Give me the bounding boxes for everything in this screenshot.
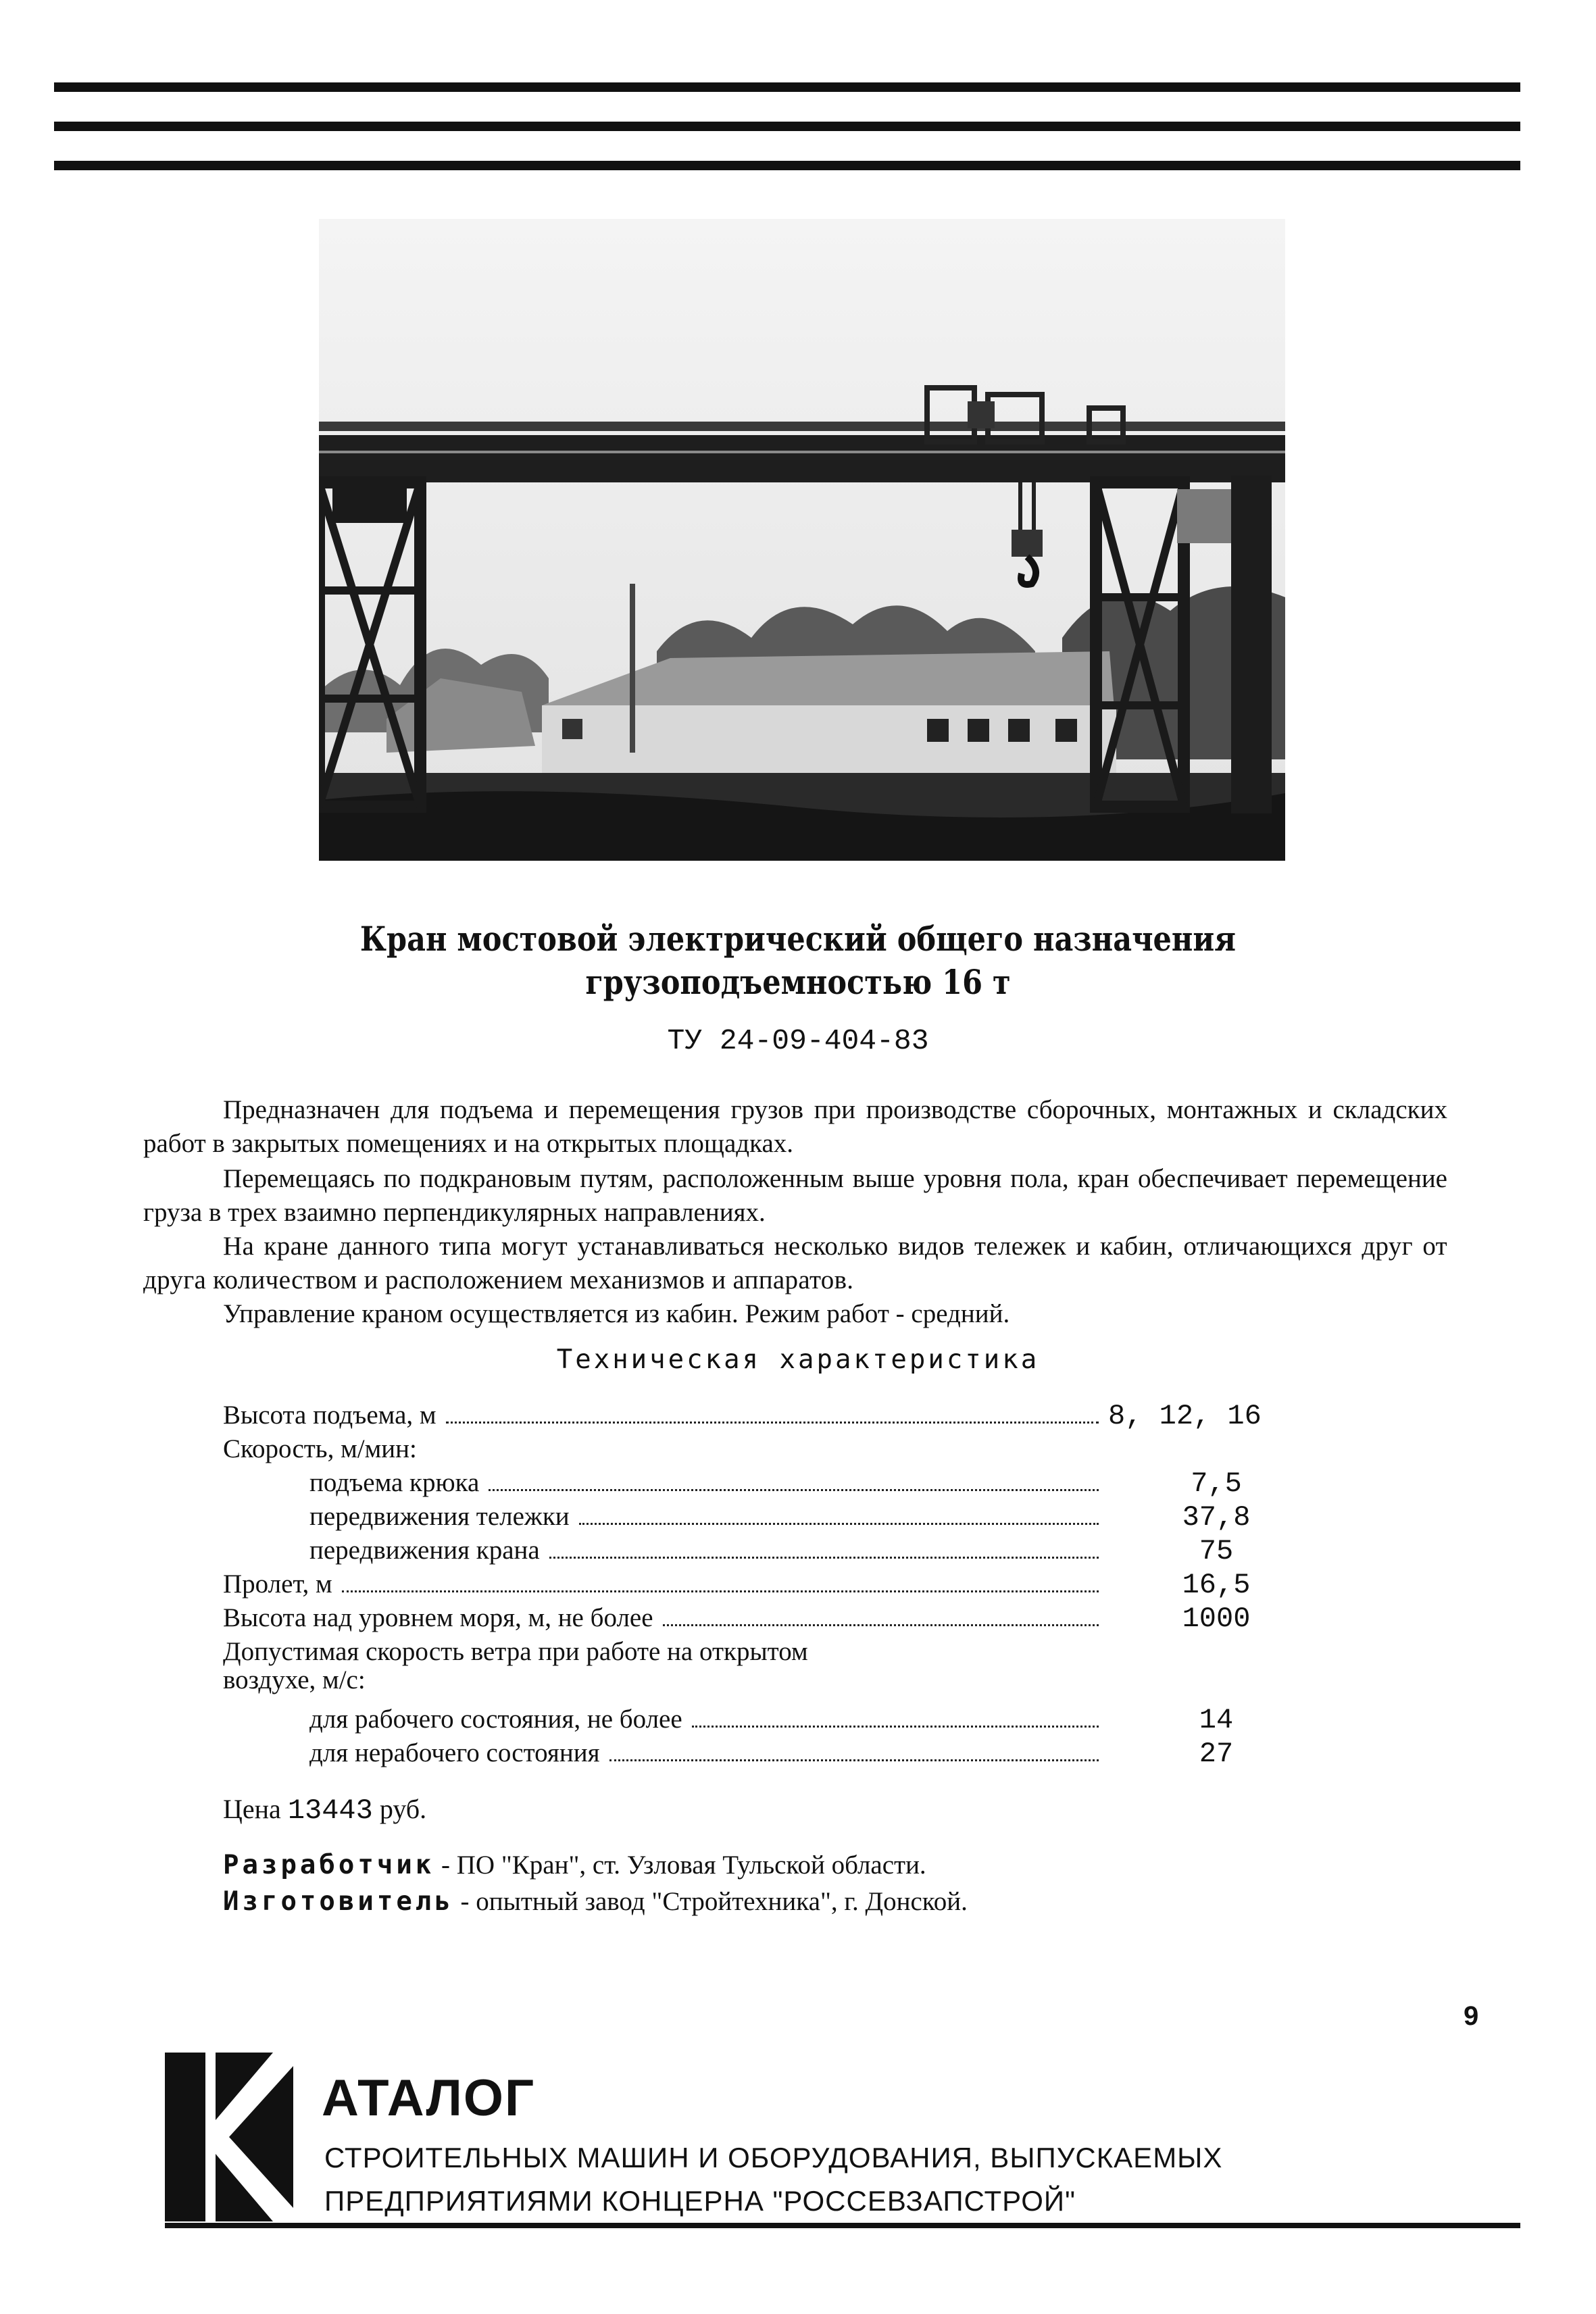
spec-value: 37,8	[1182, 1501, 1251, 1534]
spec-row-span	[223, 1567, 1324, 1601]
catalog-subtitle-line1: СТРОИТЕЛЬНЫХ МАШИН И ОБОРУДОВАНИЯ, ВЫПУСКАЕМЫХ	[324, 2142, 1223, 2173]
manufacturer-line	[223, 1886, 968, 1917]
standard-code: ТУ 24-09-404-83	[667, 1024, 929, 1057]
spec-value: 1000	[1182, 1603, 1251, 1635]
spec-value: 27	[1199, 1738, 1234, 1770]
spec-value: 75	[1199, 1535, 1234, 1567]
catalog-k-logo	[165, 2053, 293, 2221]
spec-value: 16,5	[1182, 1569, 1251, 1601]
catalog-subtitle-line2: ПРЕДПРИЯТИЯМИ КОНЦЕРНА "РОССЕВЗАПСТРОЙ"	[324, 2185, 1076, 2217]
leader-dots	[549, 1557, 1099, 1559]
description-paragraph-1: Предназначен для подъема и перемещения грузов при производстве сборочных, монтажных и складских работ в закрытых помещениях и на открытых площадках.	[143, 1095, 1447, 1158]
spec-label: для рабочего состояния, не более	[309, 1705, 682, 1734]
spec-value: 8, 12, 16	[1108, 1400, 1262, 1432]
document-title-line1: Кран мостовой электрический общего назначения	[359, 919, 1237, 959]
header-rule-1	[54, 82, 1520, 92]
price-amount: 13443	[287, 1794, 373, 1827]
description-paragraph-2: Перемещаясь по подкрановым путям, расположенным выше уровня пола, кран обеспечивает перемещение груза в трех взаимно перпендикулярных направлениях.	[143, 1164, 1447, 1227]
specs-table	[223, 1399, 1324, 1770]
spec-wind-heading-line1: Допустимая скорость ветра при работе на открытом	[223, 1637, 808, 1666]
spec-row-altitude	[223, 1601, 1324, 1635]
spec-row-lift-height	[223, 1399, 1324, 1432]
spec-value: 14	[1199, 1704, 1234, 1736]
description-paragraph-4: Управление краном осуществляется из кабин. Режим работ - средний.	[223, 1299, 1010, 1328]
document-title-line2: грузоподъемностью 16 т	[585, 962, 1011, 1002]
header-rule-2	[54, 122, 1520, 131]
spec-label: передвижения тележки	[309, 1502, 570, 1531]
page-number: 9	[1464, 2001, 1479, 2031]
price-label: Цена	[223, 1794, 281, 1824]
spec-label: Пролет, м	[223, 1569, 332, 1599]
description-paragraph-3: На кране данного типа могут устанавливаться несколько видов тележек и кабин, отличающихся друг от друга количеством и расположением механизмов и аппаратов.	[143, 1232, 1447, 1294]
leader-dots	[342, 1590, 1099, 1592]
leader-dots	[489, 1489, 1099, 1491]
spec-row-trolley-speed	[223, 1500, 1324, 1534]
price-unit: руб.	[379, 1794, 427, 1824]
header-rule-3	[54, 161, 1520, 170]
developer-text: - ПО "Кран", ст. Узловая Тульской области.	[441, 1851, 926, 1880]
spec-label: для нерабочего состояния	[309, 1738, 600, 1767]
manufacturer-text: - опытный завод "Стройтехника", г. Донской.	[460, 1887, 968, 1916]
spec-row-hook-speed	[223, 1466, 1324, 1500]
leader-dots	[446, 1422, 1099, 1424]
leader-dots	[663, 1624, 1099, 1626]
crane-photo	[319, 219, 1285, 861]
spec-row-crane-speed	[223, 1534, 1324, 1567]
catalog-title: АТАЛОГ	[322, 2069, 536, 2127]
developer-line	[223, 1850, 926, 1880]
price	[223, 1793, 426, 1827]
specs-heading: Техническая характеристика	[556, 1344, 1040, 1375]
leader-dots	[692, 1726, 1099, 1728]
manufacturer-label: Изготовитель	[223, 1886, 454, 1917]
spec-label: Высота подъема, м	[223, 1401, 437, 1430]
developer-label: Разработчик	[223, 1850, 435, 1880]
spec-speed-heading: Скорость, м/мин:	[223, 1434, 417, 1463]
spec-label: подъема крюка	[309, 1468, 480, 1497]
spec-label: передвижения крана	[309, 1536, 540, 1565]
spec-wind-heading-line2: воздухе, м/с:	[223, 1665, 366, 1694]
spec-row-wind-working	[223, 1703, 1324, 1736]
spec-row-wind-idle	[223, 1736, 1324, 1770]
catalog-rule	[165, 2223, 1520, 2228]
leader-dots	[609, 1759, 1099, 1761]
spec-label: Высота над уровнем моря, м, не более	[223, 1603, 653, 1632]
spec-value: 7,5	[1191, 1467, 1242, 1500]
leader-dots	[579, 1523, 1099, 1525]
